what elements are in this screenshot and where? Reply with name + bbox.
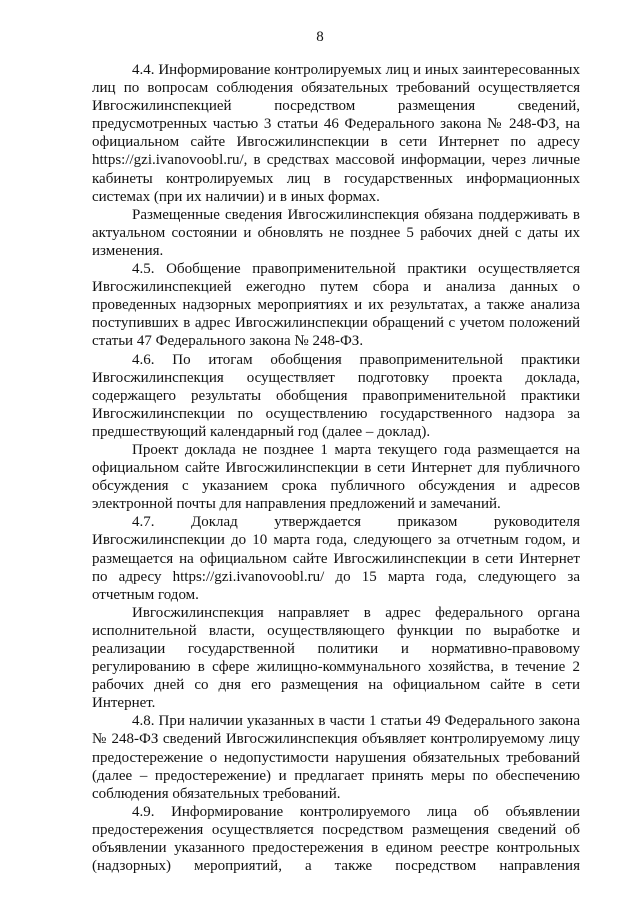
paragraph-4-7: 4.7. Доклад утверждается приказом руководителя Ивгосжилинспекции до 10 марта года, следующего за отчетным годом, и размещается на официальном сайте Ивгосжилинспекции в сети Интернет по адресу https://gzi.ivanovoobl.ru/ до 15 марта года, следующего за отчетным годом. <box>92 514 580 603</box>
document-body <box>92 61 580 875</box>
paragraph-4-6: 4.6. По итогам обобщения правоприменительной практики Ивгосжилинспекция осуществляет подготовку проекта доклада, содержащего результаты обобщения правоприменительной практики Ивгосжилинспекции по осуществлению государственного надзора за предшествующий календарный год (далее – доклад). <box>92 351 580 440</box>
page-number: 8 <box>316 29 324 45</box>
paragraph-4-5: 4.5. Обобщение правоприменительной практики осуществляется Ивгосжилинспекцией ежегодно путем сбора и анализа данных о проведенных надзорных мероприятиях и их результатах, а также анализа поступивших в адрес Ивгосжилинспекции обращений с учетом положений статьи 47 Федерального закона № 248-ФЗ. <box>92 261 580 350</box>
paragraph-4-9: 4.9. Информирование контролируемого лица об объявлении предостережения осуществляется посредством размещения сведений об объявлении указанного предостережения в едином реестре контрольных (надзорных) мероприятий, а также посредством направления <box>92 803 580 875</box>
paragraph-4-8: 4.8. При наличии указанных в части 1 статьи 49 Федерального закона № 248-ФЗ сведений Ивгосжилинспекция объявляет контролируемому лицу предостережение о недопустимости нарушения обязательных требований (далее – предостережение) и предлагает принять меры по обеспечению соблюдения обязательных требований. <box>92 713 580 802</box>
paragraph-4-7-continuation: Ивгосжилинспекция направляет в адрес федерального органа исполнительной власти, осуществляющего функции по выработке и реализации государственной политики и нормативно-правовому регулированию в сфере жилищно-коммунального хозяйства, в течение 2 рабочих дней со дня его размещения на официальном сайте в сети Интернет. <box>92 604 580 712</box>
paragraph-4-4: 4.4. Информирование контролируемых лиц и иных заинтересованных лиц по вопросам соблюдения обязательных требований осуществляется Ивгосжилинспекцией посредством размещения сведений, предусмотренных частью 3 статьи 46 Федерального закона № 248-ФЗ, на официальном сайте Ивгосжилинспекции в сети Интернет по адресу https://gzi.ivanovoobl.ru/, в средствах массовой информации, через личные кабинеты контролируемых лиц в государственных информационных системах (при их наличии) и в иных формах. <box>92 62 580 205</box>
paragraph-4-6-continuation: Проект доклада не позднее 1 марта текущего года размещается на официальном сайте Ивгосжилинспекции в сети Интернет для публичного обсуждения с указанием срока публичного обсуждения и адресов электронной почты для направления предложений и замечаний. <box>92 441 580 513</box>
paragraph-4-4-continuation: Размещенные сведения Ивгосжилинспекция обязана поддерживать в актуальном состоянии и обновлять не позднее 5 рабочих дней с даты их изменения. <box>92 206 580 259</box>
